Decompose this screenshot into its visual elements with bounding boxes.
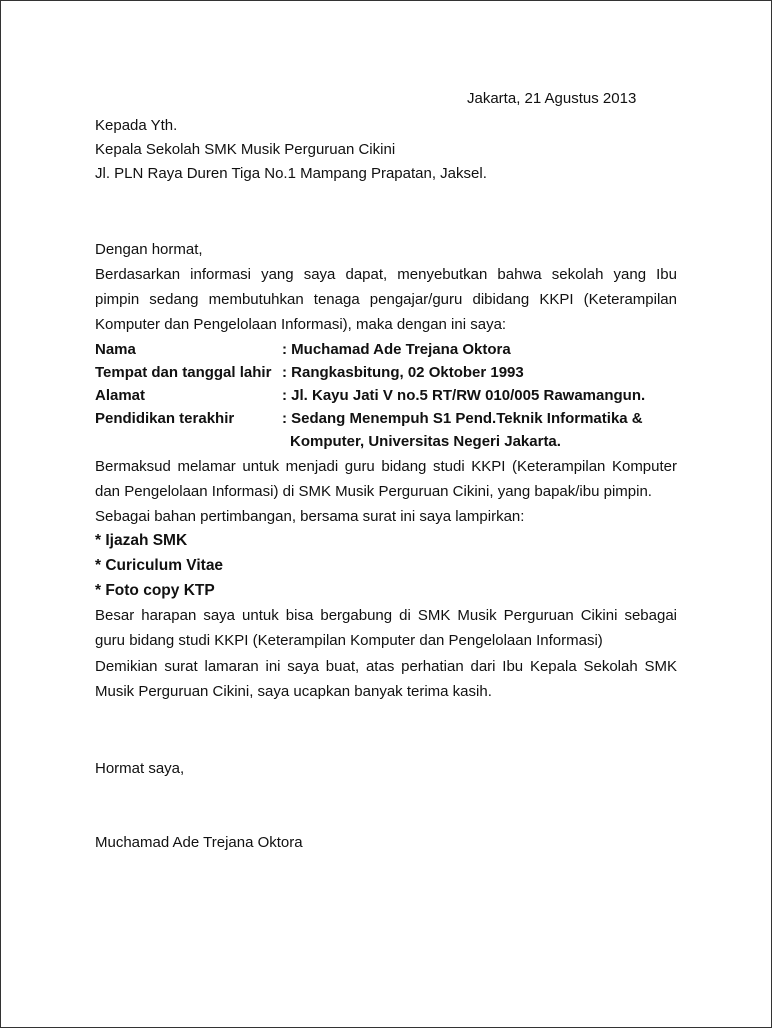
paragraph-line: Musik Perguruan Cikini, saya ucapkan banyak terima kasih. bbox=[95, 683, 492, 700]
signature-name: Muchamad Ade Trejana Oktora bbox=[95, 834, 303, 851]
name-label: Nama bbox=[95, 341, 136, 358]
paragraph-line: pimpin sedang membutuhkan tenaga pengajar/guru dibidang KKPI (Keterampilan bbox=[95, 291, 677, 308]
date-place: Jakarta, 21 Agustus 2013 bbox=[467, 90, 637, 107]
paragraph-line: Besar harapan saya untuk bisa bergabung di SMK Musik Perguruan Cikini sebagai bbox=[95, 607, 677, 624]
attachment-item: * Ijazah SMK bbox=[95, 532, 188, 549]
address-value: : Jl. Kayu Jati V no.5 RT/RW 010/005 Rawamangun. bbox=[282, 387, 646, 404]
paragraph-line: Sebagai bahan pertimbangan, bersama surat ini saya lampirkan: bbox=[95, 508, 525, 525]
paragraph-line: Bermaksud melamar untuk menjadi guru bidang studi KKPI (Keterampilan Komputer bbox=[95, 458, 677, 475]
birth-label: Tempat dan tanggal lahir bbox=[95, 364, 272, 381]
recipient-line: Kepala Sekolah SMK Musik Perguruan Cikini bbox=[95, 141, 396, 158]
birth-value: : Rangkasbitung, 02 Oktober 1993 bbox=[282, 364, 524, 381]
recipient-address: Jl. PLN Raya Duren Tiga No.1 Mampang Prapatan, Jaksel. bbox=[95, 165, 487, 182]
education-label: Pendidikan terakhir bbox=[95, 410, 235, 427]
education-value: : Sedang Menempuh S1 Pend.Teknik Informatika & bbox=[282, 410, 643, 427]
closing-salutation: Hormat saya, bbox=[95, 760, 185, 777]
paragraph-line: Komputer dan Pengelolaan Informasi), maka dengan ini saya: bbox=[95, 316, 507, 333]
attachment-item: * Curiculum Vitae bbox=[95, 557, 224, 574]
recipient-line: Kepada Yth. bbox=[95, 117, 178, 134]
education-value-continued: Komputer, Universitas Negeri Jakarta. bbox=[290, 433, 561, 450]
paragraph-line: guru bidang studi KKPI (Keterampilan Komputer dan Pengelolaan Informasi) bbox=[95, 632, 603, 649]
paragraph-line: Demikian surat lamaran ini saya buat, atas perhatian dari Ibu Kepala Sekolah SMK bbox=[95, 658, 677, 675]
address-label: Alamat bbox=[95, 387, 146, 404]
paragraph-line: Berdasarkan informasi yang saya dapat, menyebutkan bahwa sekolah yang Ibu bbox=[95, 266, 677, 283]
name-value: : Muchamad Ade Trejana Oktora bbox=[282, 341, 511, 358]
attachment-item: * Foto copy KTP bbox=[95, 582, 215, 599]
greeting: Dengan hormat, bbox=[95, 241, 203, 258]
paragraph-line: dan Pengelolaan Informasi) di SMK Musik Perguruan Cikini, yang bapak/ibu pimpin. bbox=[95, 483, 652, 500]
